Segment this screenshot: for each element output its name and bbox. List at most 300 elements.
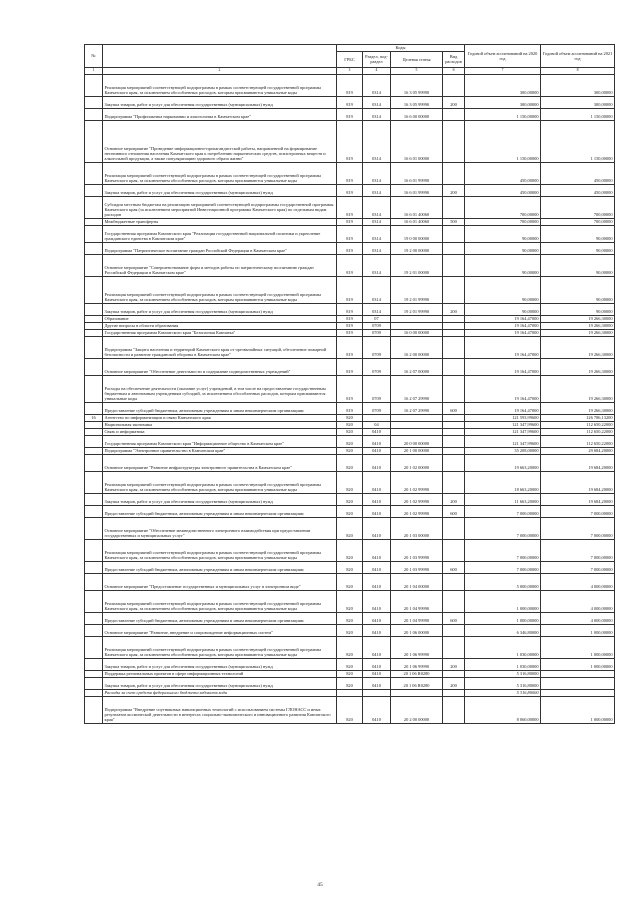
row-vr-cell bbox=[443, 454, 465, 471]
row-vr-cell bbox=[443, 590, 465, 612]
row-name-cell: Связь и информатика bbox=[103, 428, 337, 435]
header-vr: Вид расходов bbox=[443, 52, 465, 68]
row-vr-cell bbox=[443, 108, 465, 120]
row-csr-cell: 20 1 02 99990 bbox=[391, 493, 443, 505]
row-vr-cell: 200 bbox=[443, 677, 465, 689]
row-number-cell bbox=[85, 517, 103, 539]
table-row bbox=[85, 120, 615, 162]
row-grbs-cell: 820 bbox=[337, 612, 363, 624]
row-name-cell: Субсидии местным бюджетам на реализацию мероприятий соответствующей подпрограммы государственной программы Камчатского края (за исключением мероприятий Инвестиционной программы Камчатского края) по отдельным видам расходов bbox=[103, 196, 337, 218]
row-number-cell bbox=[85, 612, 103, 624]
row-grbs-cell: 819 bbox=[337, 120, 363, 162]
row-number-cell bbox=[85, 561, 103, 573]
row-grbs-cell: 819 bbox=[337, 254, 363, 276]
row-grbs-cell: 819 bbox=[337, 322, 363, 329]
row-plan-2020-cell: 18 663,20000 bbox=[465, 471, 541, 493]
row-plan-2020-cell: 7 000,00000 bbox=[465, 517, 541, 539]
row-razdel-cell bbox=[363, 414, 391, 421]
index-cell: 8 bbox=[541, 68, 615, 75]
row-name-cell: Основное мероприятие "Развитие, внедрение и сопровождение информационных систем" bbox=[103, 624, 337, 636]
row-grbs-cell: 819 bbox=[337, 358, 363, 375]
row-plan-2021-cell: 90,00000 bbox=[541, 242, 615, 254]
row-vr-cell: 200 bbox=[443, 493, 465, 505]
index-cell: 4 bbox=[363, 68, 391, 75]
row-razdel-cell: 0410 bbox=[363, 636, 391, 658]
row-vr-cell bbox=[443, 120, 465, 162]
row-number-cell bbox=[85, 375, 103, 402]
row-csr-cell: 20 1 00 00000 bbox=[391, 447, 443, 454]
row-plan-2021-cell bbox=[541, 670, 615, 677]
row-plan-2020-cell: 121 347,99600 bbox=[465, 435, 541, 447]
row-number-cell bbox=[85, 184, 103, 196]
row-grbs-cell: 820 bbox=[337, 517, 363, 539]
row-csr-cell bbox=[391, 428, 443, 435]
row-vr-cell bbox=[443, 162, 465, 184]
table-row bbox=[85, 573, 615, 590]
row-vr-cell: 200 bbox=[443, 96, 465, 108]
table-row bbox=[85, 454, 615, 471]
row-razdel-cell: 0314 bbox=[363, 196, 391, 218]
row-csr-cell: 20 1 02 99990 bbox=[391, 505, 443, 517]
row-vr-cell bbox=[443, 375, 465, 402]
row-csr-cell: 16 6 01 99990 bbox=[391, 162, 443, 184]
row-vr-cell bbox=[443, 696, 465, 723]
row-plan-2020-cell: 19 164,47000 bbox=[465, 329, 541, 336]
table-row bbox=[85, 435, 615, 447]
row-csr-cell: 16 6 01 00000 bbox=[391, 120, 443, 162]
header-plan-2021: Годовой объем ассигнований на 2021 год bbox=[541, 45, 615, 68]
row-vr-cell bbox=[443, 421, 465, 428]
row-grbs-cell: 820 bbox=[337, 505, 363, 517]
row-plan-2020-cell: 1 150,00000 bbox=[465, 120, 541, 162]
row-plan-2021-cell: 19 266,30000 bbox=[541, 336, 615, 358]
row-plan-2021-cell: 90,00000 bbox=[541, 303, 615, 315]
row-plan-2021-cell: 19 266,30000 bbox=[541, 315, 615, 322]
row-name-cell: Государственная программа Камчатского края "Безопасная Камчатка" bbox=[103, 329, 337, 336]
row-csr-cell: 16 3 05 99990 bbox=[391, 96, 443, 108]
row-razdel-cell: 0314 bbox=[363, 96, 391, 108]
row-grbs-cell: 819 bbox=[337, 218, 363, 225]
row-csr-cell: 16 6 01 99990 bbox=[391, 184, 443, 196]
row-plan-2020-cell: 19 164,47000 bbox=[465, 358, 541, 375]
row-vr-cell bbox=[443, 670, 465, 677]
row-plan-2021-cell: 126 786,13200 bbox=[541, 414, 615, 421]
row-vr-cell bbox=[443, 196, 465, 218]
row-number-cell bbox=[85, 402, 103, 414]
row-razdel-cell: 0410 bbox=[363, 435, 391, 447]
table-row bbox=[85, 561, 615, 573]
row-vr-cell bbox=[443, 225, 465, 242]
row-vr-cell bbox=[443, 322, 465, 329]
row-csr-cell: 19 2 01 99990 bbox=[391, 276, 443, 303]
row-plan-2020-cell: 450,00000 bbox=[465, 162, 541, 184]
table-row bbox=[85, 428, 615, 435]
row-plan-2020-cell: 90,00000 bbox=[465, 276, 541, 303]
row-csr-cell: 20 1 03 99990 bbox=[391, 561, 443, 573]
row-razdel-cell: 0314 bbox=[363, 120, 391, 162]
row-number-cell bbox=[85, 96, 103, 108]
row-csr-cell: 16 2 07 29990 bbox=[391, 402, 443, 414]
row-name-cell: Национальная экономика bbox=[103, 421, 337, 428]
row-vr-cell bbox=[443, 414, 465, 421]
row-csr-cell: 20 1 04 99990 bbox=[391, 590, 443, 612]
row-plan-2021-cell: 112 650,22000 bbox=[541, 421, 615, 428]
row-grbs-cell: 820 bbox=[337, 421, 363, 428]
row-number-cell bbox=[85, 315, 103, 322]
row-razdel-cell: 0410 bbox=[363, 658, 391, 670]
row-plan-2020-cell: 121 347,99600 bbox=[465, 421, 541, 428]
row-plan-2021-cell: 1 150,00000 bbox=[541, 120, 615, 162]
table-row bbox=[85, 329, 615, 336]
row-vr-cell bbox=[443, 447, 465, 454]
row-razdel-cell bbox=[363, 689, 391, 696]
row-name-cell: Предоставление субсидий бюджетным, автономным учреждениям и иным некоммерческим организациям bbox=[103, 402, 337, 414]
row-csr-cell: 16 3 05 99990 bbox=[391, 74, 443, 96]
row-plan-2021-cell: 700,00000 bbox=[541, 196, 615, 218]
row-plan-2021-cell: 4 000,00000 bbox=[541, 573, 615, 590]
row-plan-2021-cell: 112 650,22000 bbox=[541, 428, 615, 435]
row-plan-2020-cell: 7 000,00000 bbox=[465, 505, 541, 517]
row-razdel-cell: 0709 bbox=[363, 375, 391, 402]
row-name-cell: Расходы за счет средств федерального бюджета ведомств кода bbox=[103, 689, 337, 696]
row-vr-cell bbox=[443, 573, 465, 590]
row-plan-2021-cell: 1 000,00000 bbox=[541, 624, 615, 636]
row-plan-2020-cell: 5 316,80000 bbox=[465, 670, 541, 677]
row-vr-cell bbox=[443, 276, 465, 303]
row-plan-2020-cell: 5 316,80000 bbox=[465, 677, 541, 689]
table-body bbox=[85, 74, 615, 723]
row-plan-2021-cell: 7 000,00000 bbox=[541, 561, 615, 573]
row-name-cell: Реализация мероприятий соответствующей подпрограммы в рамках соответствующей государственной программы Камчатского края, за исключением обособленных расходов, которым присваиваются уникальные коды bbox=[103, 471, 337, 493]
row-plan-2021-cell bbox=[541, 689, 615, 696]
table-row bbox=[85, 689, 615, 696]
table-row bbox=[85, 505, 615, 517]
row-grbs-cell: 819 bbox=[337, 162, 363, 184]
row-plan-2020-cell: 1 000,00000 bbox=[465, 612, 541, 624]
row-csr-cell: 20 1 04 00000 bbox=[391, 573, 443, 590]
row-name-cell: Подпрограмма "Профилактика наркомании и алкоголизма в Камчатском крае" bbox=[103, 108, 337, 120]
row-razdel-cell: 0410 bbox=[363, 447, 391, 454]
index-cell: 7 bbox=[465, 68, 541, 75]
row-number-cell bbox=[85, 670, 103, 677]
row-razdel-cell: 0709 bbox=[363, 358, 391, 375]
row-plan-2021-cell: 1 000,00000 bbox=[541, 636, 615, 658]
row-razdel-cell: 0410 bbox=[363, 517, 391, 539]
row-grbs-cell: 819 bbox=[337, 336, 363, 358]
row-vr-cell bbox=[443, 471, 465, 493]
row-vr-cell bbox=[443, 539, 465, 561]
table-row bbox=[85, 108, 615, 120]
budget-table-sheet bbox=[84, 44, 614, 724]
row-razdel-cell: 0314 bbox=[363, 276, 391, 303]
row-name-cell: Закупка товаров, работ и услуг для обеспечения государственных (муниципальных) нужд bbox=[103, 96, 337, 108]
row-name-cell: Подпрограмма "Защита населения и территорий Камчатского края от чрезвычайных ситуаций, обеспечение пожарной безопасности и развитие гражданской обороны в Камчатском крае" bbox=[103, 336, 337, 358]
row-grbs-cell: 820 bbox=[337, 636, 363, 658]
table-row bbox=[85, 696, 615, 723]
row-plan-2020-cell: 6 346,80000 bbox=[465, 624, 541, 636]
table-row bbox=[85, 590, 615, 612]
row-grbs-cell: 820 bbox=[337, 561, 363, 573]
row-plan-2020-cell: 19 164,47000 bbox=[465, 375, 541, 402]
row-vr-cell bbox=[443, 517, 465, 539]
row-razdel-cell: 0314 bbox=[363, 225, 391, 242]
row-razdel-cell: 0410 bbox=[363, 590, 391, 612]
row-vr-cell bbox=[443, 315, 465, 322]
row-vr-cell bbox=[443, 689, 465, 696]
table-row bbox=[85, 303, 615, 315]
row-plan-2020-cell: 90,00000 bbox=[465, 254, 541, 276]
row-name-cell: Основное мероприятие "Обеспечение деятельности и содержание подведомственных учреждений" bbox=[103, 358, 337, 375]
row-csr-cell: 20 1 03 99990 bbox=[391, 539, 443, 561]
row-grbs-cell: 819 bbox=[337, 196, 363, 218]
row-csr-cell bbox=[391, 421, 443, 428]
header-razdel: Раздел, под-раздел bbox=[363, 52, 391, 68]
row-razdel-cell: 0410 bbox=[363, 493, 391, 505]
row-grbs-cell: 819 bbox=[337, 402, 363, 414]
row-name-cell: Основное мероприятие "Обеспечение межведомственного электронного взаимодействия при предоставлении государственных и муниципальных услуг" bbox=[103, 517, 337, 539]
row-number-cell bbox=[85, 162, 103, 184]
row-grbs-cell: 819 bbox=[337, 303, 363, 315]
row-grbs-cell: 820 bbox=[337, 539, 363, 561]
row-csr-cell: 16 2 07 00000 bbox=[391, 358, 443, 375]
row-number-cell bbox=[85, 421, 103, 428]
row-name-cell: Государственная программа Камчатского края "Информационное общество в Камчатском крае" bbox=[103, 435, 337, 447]
row-razdel-cell: 0314 bbox=[363, 254, 391, 276]
table-row bbox=[85, 242, 615, 254]
row-csr-cell: 20 0 00 00000 bbox=[391, 435, 443, 447]
table-row bbox=[85, 375, 615, 402]
row-grbs-cell bbox=[337, 689, 363, 696]
row-razdel-cell: 07 bbox=[363, 315, 391, 322]
row-vr-cell bbox=[443, 624, 465, 636]
table-row bbox=[85, 96, 615, 108]
row-name-cell: Реализация мероприятий соответствующей подпрограммы в рамках соответствующей государственной программы Камчатского края, за исключением обособленных расходов, которым присваиваются уникальные коды bbox=[103, 636, 337, 658]
row-plan-2021-cell: 7 000,00000 bbox=[541, 539, 615, 561]
row-vr-cell bbox=[443, 435, 465, 447]
row-csr-cell bbox=[391, 322, 443, 329]
row-grbs-cell: 820 bbox=[337, 493, 363, 505]
row-name-cell: Закупка товаров, работ и услуг для обеспечения государственных (муниципальных) нужд bbox=[103, 303, 337, 315]
row-razdel-cell: 0410 bbox=[363, 696, 391, 723]
table-row bbox=[85, 517, 615, 539]
row-grbs-cell: 820 bbox=[337, 471, 363, 493]
row-number-cell bbox=[85, 696, 103, 723]
row-vr-cell: 200 bbox=[443, 658, 465, 670]
row-name-cell: Предоставление субсидий бюджетным, автономным учреждениям и иным некоммерческим организациям bbox=[103, 505, 337, 517]
row-plan-2020-cell: 1 150,00000 bbox=[465, 108, 541, 120]
row-razdel-cell: 0410 bbox=[363, 561, 391, 573]
table-row bbox=[85, 677, 615, 689]
row-vr-cell bbox=[443, 336, 465, 358]
row-vr-cell bbox=[443, 428, 465, 435]
row-number-cell bbox=[85, 196, 103, 218]
table-row bbox=[85, 539, 615, 561]
row-name-cell: Основное мероприятие "Совершенствование форм и методов работы по патриотическому воспитанию граждан Российской Федерации в Камчатском крае" bbox=[103, 254, 337, 276]
index-cell: 5 bbox=[391, 68, 443, 75]
row-grbs-cell: 820 bbox=[337, 677, 363, 689]
row-csr-cell: 16 6 01 40060 bbox=[391, 218, 443, 225]
row-plan-2020-cell: 700,00000 bbox=[465, 218, 541, 225]
row-number-cell bbox=[85, 454, 103, 471]
row-plan-2020-cell: 5 000,00000 bbox=[465, 573, 541, 590]
row-grbs-cell: 819 bbox=[337, 242, 363, 254]
row-grbs-cell: 820 bbox=[337, 454, 363, 471]
row-plan-2020-cell: 8 060,00000 bbox=[465, 696, 541, 723]
row-razdel-cell: 0709 bbox=[363, 322, 391, 329]
header-grbs: ГРБС bbox=[337, 52, 363, 68]
row-vr-cell bbox=[443, 74, 465, 96]
row-plan-2021-cell: 19 266,30000 bbox=[541, 402, 615, 414]
index-cell: 6 bbox=[443, 68, 465, 75]
row-csr-cell: 19 2 01 00000 bbox=[391, 254, 443, 276]
row-number-cell bbox=[85, 624, 103, 636]
row-grbs-cell: 819 bbox=[337, 276, 363, 303]
row-number-cell bbox=[85, 218, 103, 225]
row-number-cell bbox=[85, 677, 103, 689]
row-name-cell: Поддержка региональных проектов в сфере информационных технологий bbox=[103, 670, 337, 677]
row-plan-2021-cell: 19 684,20000 bbox=[541, 454, 615, 471]
row-razdel-cell: 0410 bbox=[363, 677, 391, 689]
row-name-cell: Реализация мероприятий соответствующей подпрограммы в рамках соответствующей государственной программы Камчатского края, за исключением обособленных расходов, которым присваиваются уникальные коды bbox=[103, 276, 337, 303]
row-name-cell: Закупка товаров, работ и услуг для обеспечения государственных (муниципальных) нужд bbox=[103, 184, 337, 196]
row-grbs-cell: 819 bbox=[337, 108, 363, 120]
row-vr-cell: 600 bbox=[443, 612, 465, 624]
row-csr-cell: 20 1 06 00000 bbox=[391, 624, 443, 636]
row-grbs-cell: 820 bbox=[337, 435, 363, 447]
row-number-cell bbox=[85, 428, 103, 435]
header-no: № bbox=[85, 45, 103, 68]
header-csr: Целевая статья bbox=[391, 52, 443, 68]
row-number-cell bbox=[85, 336, 103, 358]
index-cell: 3 bbox=[337, 68, 363, 75]
row-grbs-cell: 820 bbox=[337, 590, 363, 612]
row-grbs-cell: 820 bbox=[337, 414, 363, 421]
row-razdel-cell: 0314 bbox=[363, 303, 391, 315]
row-number-cell bbox=[85, 322, 103, 329]
row-plan-2020-cell: 7 000,00000 bbox=[465, 539, 541, 561]
row-number-cell bbox=[85, 303, 103, 315]
table-row bbox=[85, 74, 615, 96]
column-index-row bbox=[85, 68, 615, 75]
row-csr-cell: 16 0 00 00000 bbox=[391, 329, 443, 336]
header-code-group: Коды bbox=[337, 45, 465, 52]
row-number-cell bbox=[85, 74, 103, 96]
row-razdel-cell: 0709 bbox=[363, 402, 391, 414]
header-plan-2020: Годовой объем ассигнований на 2020 год bbox=[465, 45, 541, 68]
row-number-cell bbox=[85, 471, 103, 493]
row-vr-cell bbox=[443, 254, 465, 276]
row-plan-2021-cell: 29 684,20000 bbox=[541, 447, 615, 454]
table-row bbox=[85, 322, 615, 329]
row-name-cell: Основное мероприятие "Предоставление государственных и муниципальных услуг в электронном виде" bbox=[103, 573, 337, 590]
row-plan-2020-cell: 1 030,00000 bbox=[465, 658, 541, 670]
row-csr-cell bbox=[391, 315, 443, 322]
row-plan-2020-cell: 121 593,99600 bbox=[465, 414, 541, 421]
row-razdel-cell: 0410 bbox=[363, 454, 391, 471]
row-plan-2021-cell: 1 000,00000 bbox=[541, 696, 615, 723]
row-razdel-cell: 0410 bbox=[363, 505, 391, 517]
table-row bbox=[85, 184, 615, 196]
row-vr-cell: 500 bbox=[443, 218, 465, 225]
row-plan-2020-cell: 90,00000 bbox=[465, 242, 541, 254]
table-row bbox=[85, 421, 615, 428]
row-plan-2021-cell: 19 266,30000 bbox=[541, 358, 615, 375]
row-plan-2021-cell: 90,00000 bbox=[541, 254, 615, 276]
row-plan-2020-cell: 11 663,20000 bbox=[465, 493, 541, 505]
row-grbs-cell: 819 bbox=[337, 96, 363, 108]
row-plan-2020-cell: 19 164,47000 bbox=[465, 322, 541, 329]
row-csr-cell: 20 2 00 00000 bbox=[391, 696, 443, 723]
row-plan-2020-cell: 19 164,47000 bbox=[465, 402, 541, 414]
row-csr-cell: 16 6 00 00000 bbox=[391, 108, 443, 120]
table-row bbox=[85, 636, 615, 658]
row-grbs-cell: 820 bbox=[337, 624, 363, 636]
row-name-cell: Закупка товаров, работ и услуг для обеспечения государственных (муниципальных) нужд bbox=[103, 658, 337, 670]
row-csr-cell bbox=[391, 414, 443, 421]
row-number-cell bbox=[85, 689, 103, 696]
row-name-cell: Основное мероприятие "Развитие инфраструктуры электронного правительства в Камчатском крае" bbox=[103, 454, 337, 471]
row-plan-2021-cell: 450,00000 bbox=[541, 184, 615, 196]
row-razdel-cell: 0314 bbox=[363, 74, 391, 96]
row-csr-cell: 20 1 06 99990 bbox=[391, 658, 443, 670]
row-plan-2021-cell: 19 266,30000 bbox=[541, 322, 615, 329]
row-plan-2020-cell: 90,00000 bbox=[465, 303, 541, 315]
row-number-cell bbox=[85, 573, 103, 590]
table-row bbox=[85, 254, 615, 276]
table-row bbox=[85, 670, 615, 677]
row-csr-cell: 20 1 02 99990 bbox=[391, 471, 443, 493]
row-plan-2021-cell: 7 000,00000 bbox=[541, 517, 615, 539]
row-name-cell: Подпрограмма "Патриотическое воспитание граждан Российской Федерации в Камчатском крае" bbox=[103, 242, 337, 254]
row-number-cell bbox=[85, 435, 103, 447]
table-row bbox=[85, 624, 615, 636]
row-number-cell bbox=[85, 658, 103, 670]
row-number-cell bbox=[85, 590, 103, 612]
row-plan-2020-cell: 90,00000 bbox=[465, 225, 541, 242]
row-name-cell: Государственная программа Камчатского края "Реализация государственной национальной политики и укрепление гражданского единства в Камчатском крае" bbox=[103, 225, 337, 242]
index-cell: 1 bbox=[85, 68, 103, 75]
row-plan-2021-cell: 19 684,20000 bbox=[541, 493, 615, 505]
row-grbs-cell: 819 bbox=[337, 329, 363, 336]
row-plan-2020-cell: 1 030,00000 bbox=[465, 636, 541, 658]
row-razdel-cell: 0410 bbox=[363, 670, 391, 677]
table-row bbox=[85, 414, 615, 421]
row-number-cell bbox=[85, 358, 103, 375]
row-razdel-cell: 0410 bbox=[363, 471, 391, 493]
table-row bbox=[85, 493, 615, 505]
row-name-cell: Реализация мероприятий соответствующей подпрограммы в рамках соответствующей государственной программы Камчатского края, за исключением обособленных расходов, которым присваиваются уникальные коды bbox=[103, 590, 337, 612]
row-csr-cell: 19 2 00 00000 bbox=[391, 242, 443, 254]
row-name-cell: Подпрограмма "Электронное правительство в Камчатском крае" bbox=[103, 447, 337, 454]
row-number-cell bbox=[85, 225, 103, 242]
row-plan-2021-cell: 4 000,00000 bbox=[541, 612, 615, 624]
row-vr-cell: 600 bbox=[443, 561, 465, 573]
row-csr-cell: 20 1 06 R0280 bbox=[391, 677, 443, 689]
row-csr-cell: 19 0 00 00000 bbox=[391, 225, 443, 242]
row-grbs-cell: 819 bbox=[337, 184, 363, 196]
row-razdel-cell: 0709 bbox=[363, 336, 391, 358]
row-plan-2020-cell: 7 000,00000 bbox=[465, 561, 541, 573]
table-row bbox=[85, 196, 615, 218]
row-csr-cell: 20 1 06 99990 bbox=[391, 636, 443, 658]
index-cell: 2 bbox=[103, 68, 337, 75]
table-row bbox=[85, 218, 615, 225]
row-name-cell: Основное мероприятие "Проведение информационно-пропагандистской работы, направленной на формирование негативного отношения населения Камчатского края к потреблению наркотических средств, психотропных веществ и алкогольной продукции, а также популяризацию здорового образа жизни" bbox=[103, 120, 337, 162]
row-plan-2021-cell: 112 650,22000 bbox=[541, 435, 615, 447]
table-row bbox=[85, 162, 615, 184]
table-row bbox=[85, 471, 615, 493]
row-grbs-cell: 820 bbox=[337, 447, 363, 454]
